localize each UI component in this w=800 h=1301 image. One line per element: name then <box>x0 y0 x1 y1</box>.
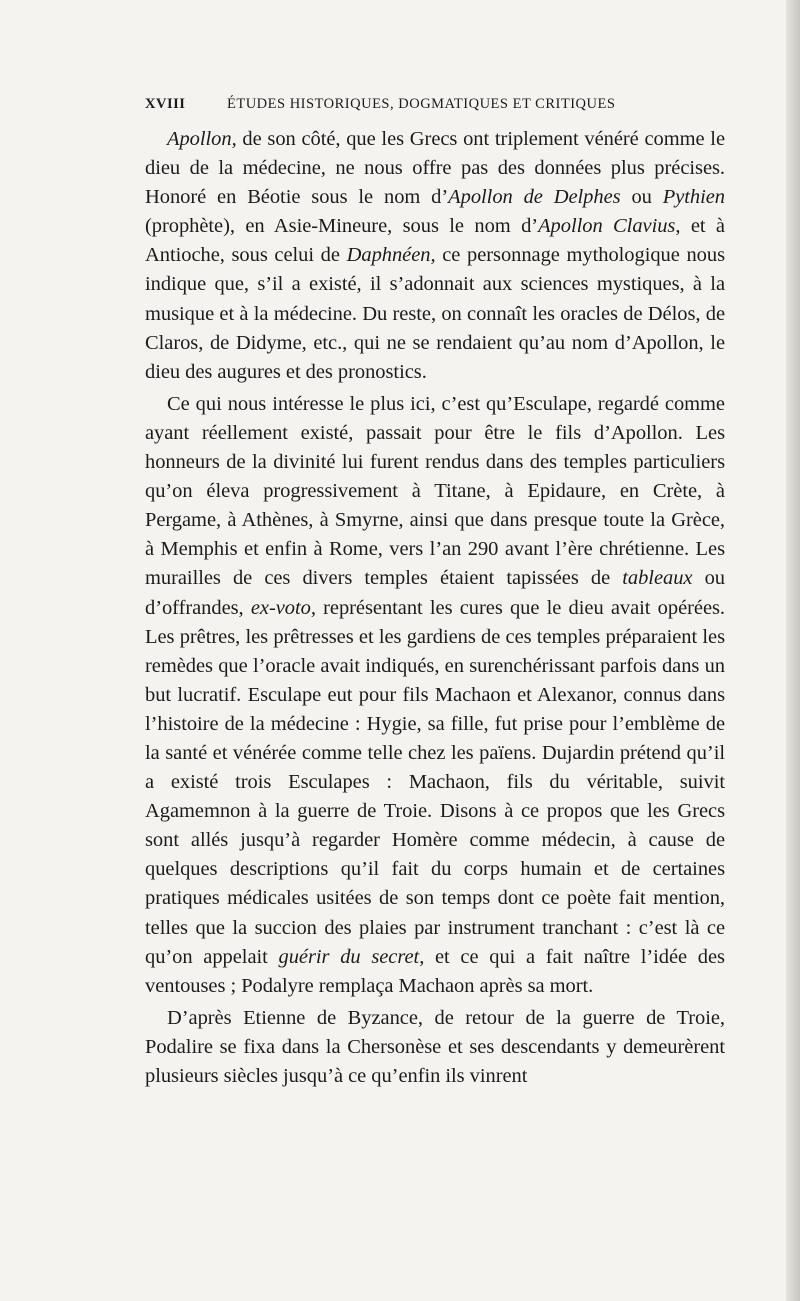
text-segment: Apollon Clavius <box>538 215 676 238</box>
text-segment: , et à Antioche, sous celui de <box>145 215 725 267</box>
paragraph-apollon <box>145 125 725 387</box>
text-segment: D’après Etienne de Byzance, de retour de la guerre de Troie, Podalire se fixa dans la Chersonèse et ses descendants y demeurèrent plusieurs siècles jusqu’à ce qu’enfin ils vinrent <box>145 1006 725 1087</box>
text-segment: ou d’offrandes, <box>145 567 725 619</box>
text-segment: Daphnéen, <box>346 244 436 267</box>
body-text <box>145 125 725 1091</box>
text-segment: tableaux <box>622 567 693 590</box>
text-segment: (prophète), en Asie-Mineure, sous le nom d’ <box>145 215 539 238</box>
text-segment: représentant les cures que le dieu avait opérées. Les prêtres, les prêtresses et les gardiens de ces temples préparaient les remèdes que l’oracle avait indiqués, en surenchérissant parfois dans un but lucratif. Esculape eut pour fils Machaon et Alexanor, connus dans l’histoire de la médecine : Hygie, sa fille, fut prise pour l’emblème de la santé et vénérée comme telle chez les païens. Dujardin prétend qu’il a existé trois Esculapes : Machaon, fils du véritable, suivit Agamemnon à la guerre de Troie. Disons à ce propos que les Grecs sont allés jusqu’à regarder Homère comme médecin, à cause de quelques descriptions qu’il fait du corps humain et de certaines pratiques médicales usitées de son temps dont ce poète fait mention, telles que la succion des plaies par instrument tranchant : c’est là ce qu’on appelait <box>145 596 725 968</box>
text-segment: ex-voto, <box>250 596 316 619</box>
text-segment: Apollon de Delphes <box>448 186 621 209</box>
running-title: ÉTUDES HISTORIQUES, DOGMATIQUES ET CRITIQUES <box>227 96 616 112</box>
text-segment: ce personnage mythologique nous indique que, s’il a existé, il s’adonnait aux sciences mystiques, à la musique et à la médecine. Du reste, on connaît les oracles de Délos, de Claros, de Didyme, etc., qui ne se rendaient qu’au nom d’Apollon, le dieu des augures et des pronostics. <box>145 244 725 383</box>
page-number: XVIII <box>145 96 186 112</box>
text-segment: Ce qui nous intéresse le plus ici, c’est qu’Esculape, regardé comme ayant réellement existé, passait pour être le fils d’Apollon. Les honneurs de la divinité lui furent rendus dans des temples particuliers qu’on éleva progressivement à Titane, à Epidaure, en Crète, à Pergame, à Athènes, à Smyrne, ainsi que dans presque toute la Grèce, à Memphis et enfin à Rome, vers l’an 290 avant l’ère chrétienne. Les murailles de ces divers temples étaient tapissées de <box>145 392 725 590</box>
text-segment: , et ce qui a fait naître l’idée des ventouses ; Podalyre remplaça Machaon après sa mort. <box>145 945 725 997</box>
text-segment: Pythien <box>662 186 725 209</box>
text-segment: ou <box>620 186 663 209</box>
paragraph-esculape <box>145 390 725 1001</box>
paragraph-podalire <box>145 1004 725 1091</box>
text-segment: de son côté, que les Grecs ont triplement vénéré comme le dieu de la médecine, ne nous offre pas des données plus précises. Honoré en Béotie sous le nom d’ <box>145 128 725 209</box>
text-segment: Apollon, <box>167 128 237 150</box>
text-segment: guérir du secret <box>278 945 420 968</box>
page-edge <box>786 0 800 1301</box>
